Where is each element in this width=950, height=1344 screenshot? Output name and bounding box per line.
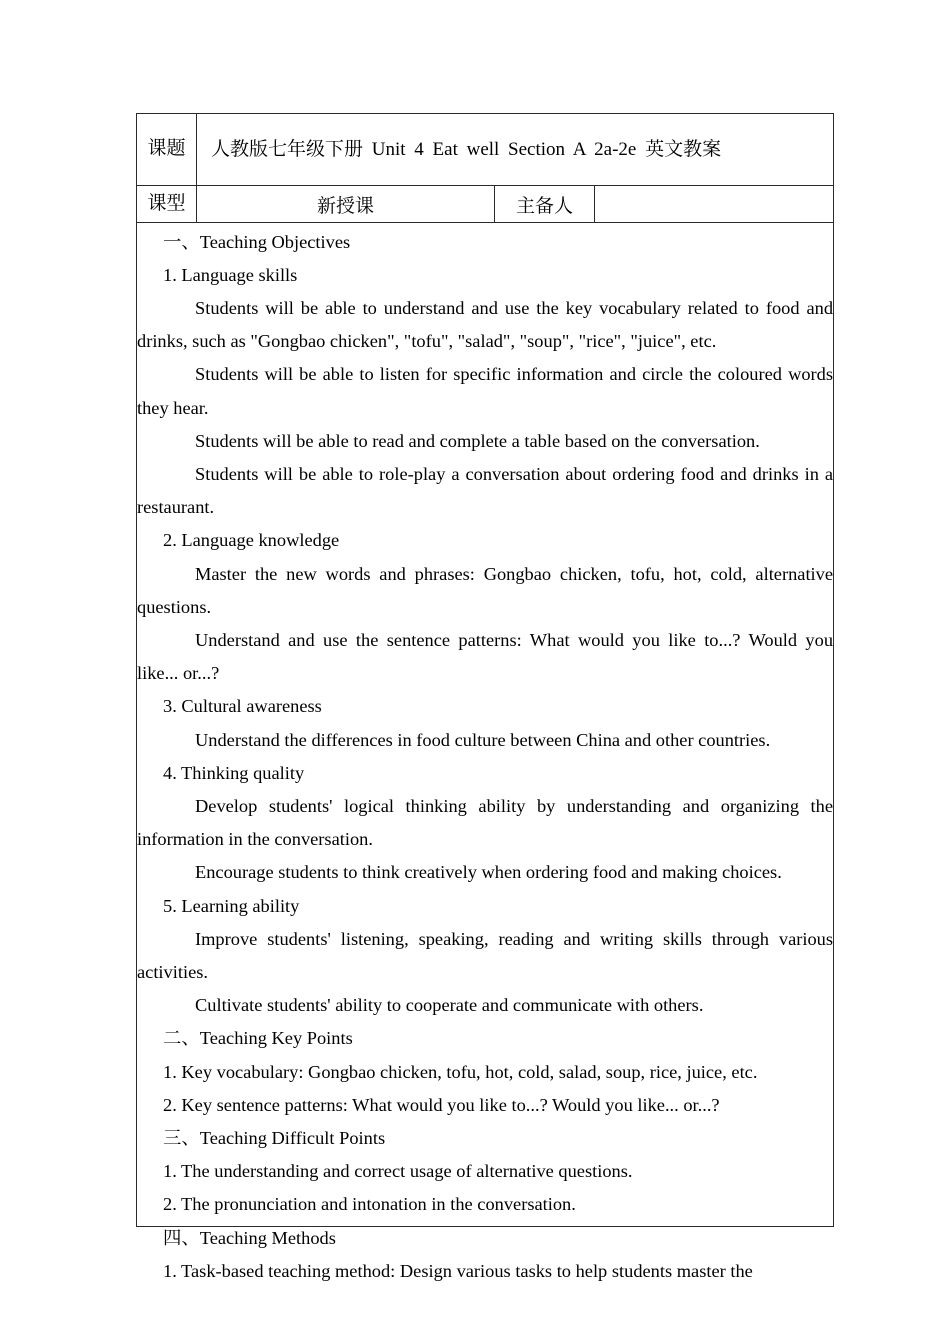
section-paragraph: Students will be able to listen for specific information and circle the coloured words they hear.: [137, 364, 834, 418]
section-paragraph: Understand the differences in food culture between China and other countries.: [195, 729, 771, 750]
section-paragraph: Understand and use the sentence patterns: What would you like to...? Would you like... or...?: [137, 629, 834, 684]
section-list-item: 2. The pronunciation and intonation in the conversation.: [163, 1194, 576, 1215]
topic-value-cell: [197, 114, 834, 186]
section-paragraph: Students will be able to read and complete a table based on the conversation.: [195, 430, 760, 451]
lesson-plan-table: [136, 113, 834, 1281]
class-type-value: 新授课: [197, 186, 495, 223]
section-heading: 三、Teaching Difficult Points: [163, 1127, 386, 1148]
section-paragraph: Students will be able to understand and use the key vocabulary related to food and drinks, such as "Gongbao chicken", "tofu", "salad", "soup", "rice", "juice", etc.: [137, 297, 834, 352]
owner-label: 主备人: [495, 186, 595, 223]
owner-value: [595, 186, 834, 223]
lesson-title: 人教版七年级下册 Unit 4 Eat well Section A 2a-2e 英文教案: [211, 138, 722, 160]
table-row-class-type: [137, 186, 834, 223]
section-heading: 一、Teaching Objectives: [163, 231, 351, 252]
section-list-item: 4. Thinking quality: [163, 762, 305, 783]
table-row-topic: [137, 114, 834, 186]
section-list-item: 3. Cultural awareness: [163, 696, 322, 717]
section-paragraph: Cultivate students' ability to cooperate and communicate with others.: [195, 995, 704, 1016]
section-paragraph: Students will be able to role-play a conversation about ordering food and drinks in a restaurant.: [137, 463, 834, 518]
class-type-label: 课型: [137, 186, 197, 223]
section-list-item: 2. Language knowledge: [163, 530, 340, 551]
section-paragraph: Develop students' logical thinking ability by understanding and organizing the information in the conversation.: [137, 795, 834, 850]
lesson-body-content: [137, 226, 834, 1281]
section-paragraph: Master the new words and phrases: Gongbao chicken, tofu, hot, cold, alternative questions.: [137, 563, 834, 617]
topic-label: 课题: [137, 114, 197, 186]
section-heading: 二、Teaching Key Points: [163, 1028, 353, 1049]
section-list-item: 1. The understanding and correct usage of alternative questions.: [163, 1161, 633, 1182]
section-list-item: 5. Learning ability: [163, 895, 300, 916]
section-paragraph: Encourage students to think creatively when ordering food and making choices.: [195, 862, 782, 883]
section-clipped-line: 1. Task-based teaching method: Design various tasks to help students master the: [163, 1260, 753, 1281]
section-list-item: 2. Key sentence patterns: What would you like to...? Would you like... or...?: [163, 1094, 720, 1115]
section-list-item: 1. Language skills: [163, 264, 298, 285]
lesson-body-cell: [137, 223, 834, 1281]
section-list-item: 1. Key vocabulary: Gongbao chicken, tofu, hot, cold, salad, soup, rice, juice, etc.: [163, 1061, 758, 1082]
section-paragraph: Improve students' listening, speaking, reading and writing skills through various activities.: [137, 928, 834, 982]
section-heading: 四、Teaching Methods: [163, 1227, 336, 1248]
table-row-body: [137, 223, 834, 1227]
